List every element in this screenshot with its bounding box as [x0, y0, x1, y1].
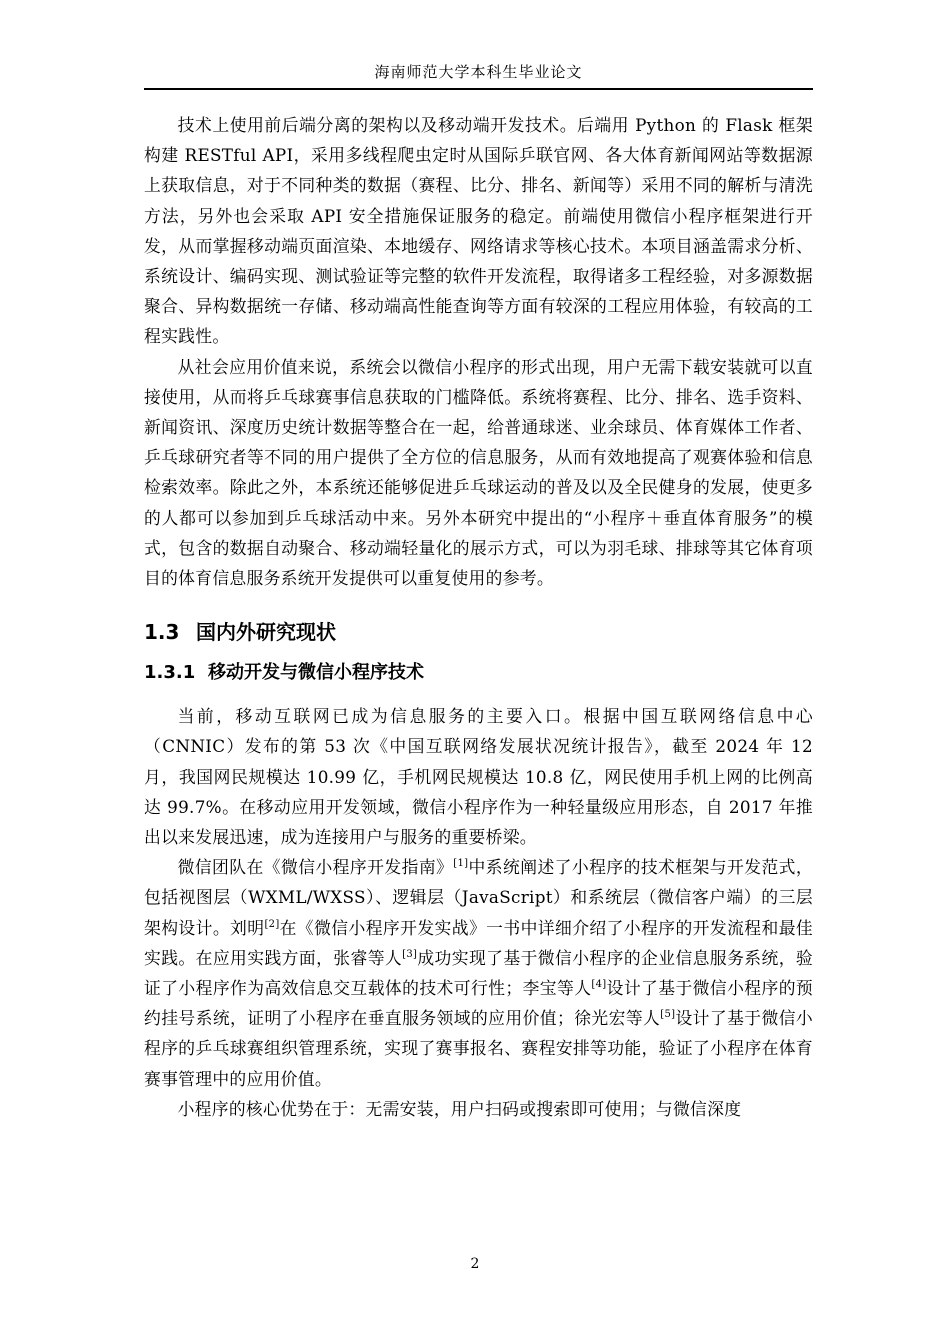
section-heading — [144, 617, 813, 647]
citation-ref[interactable]: [3] — [402, 948, 418, 960]
running-header: 海南师范大学本科生毕业论文 — [374, 63, 583, 81]
section-title: 国内外研究现状 — [196, 620, 336, 645]
citation-ref[interactable]: [4] — [591, 979, 607, 991]
citation-ref[interactable]: [5] — [660, 1009, 676, 1021]
text-segment: 微信团队在《微信小程序开发指南》 — [177, 857, 454, 878]
subsection-heading — [144, 659, 813, 687]
body-paragraph: 当前，移动互联网已成为信息服务的主要入口。根据中国互联网络信息中心（CNNIC）发布的第 53 次《中国互联网络发展状况统计报告》，截至 2024 年 12 月，我国网民规模达 10.99 亿，手机网民规模达 10.8 亿，网民使用手机上网的比例高达 99.7%。在移动应用开发领域，微信小程序作为一种轻量级应用形态，自 2017 年推出以来发展迅速，成为连接用户与服务的重要桥梁。 — [144, 706, 813, 848]
body-paragraph: 从社会应用价值来说，系统会以微信小程序的形式出现，用户无需下载安装就可以直接使用，从而将乒乓球赛事信息获取的门槛降低。系统将赛程、比分、排名、选手资料、新闻资讯、深度历史统计数据等整合在一起，给普通球迷、业余球员、体育媒体工作者、乒乓球研究者等不同的用户提供了全方位的信息服务，从而有效地提高了观赛体验和信息检索效率。除此之外，本系统还能够促进乒乓球运动的普及以及全民健身的发展，使更多的人都可以参加到乒乓球活动中来。另外本研究中提出的“小程序＋垂直体育服务”的模式，包含的数据自动聚合、移动端轻量化的展示方式，可以为羽毛球、排球等其它体育项目的体育信息服务系统开发提供可以重复使用的参考。 — [144, 356, 813, 589]
body-paragraph-with-citations — [144, 852, 813, 1094]
text-segment: 设计了基于微信小程序的预约挂号系统，证明了小程序在垂直服务领域的应用价值；徐光宏等人 — [144, 978, 813, 1029]
body-paragraph: 小程序的核心优势在于：无需安装，用户扫码或搜索即可使用；与微信深度 — [177, 1098, 742, 1119]
citation-ref[interactable]: [2] — [264, 918, 280, 930]
section-number: 1.3 — [144, 620, 180, 645]
text-segment: 在《微信小程序开发实战》一书中详细介绍了小程序的开发流程和最佳实践。在应用实践方面，张睿等人 — [144, 917, 813, 968]
text-segment: 设计了基于微信小程序的乒乓球赛组织管理系统，实现了赛事报名、赛程安排等功能，验证了小程序在体育赛事管理中的应用价值。 — [144, 1008, 813, 1089]
subsection-title: 移动开发与微信小程序技术 — [208, 662, 424, 684]
body-paragraph: 技术上使用前后端分离的架构以及移动端开发技术。后端用 Python 的 Flask 框架构建 RESTful API，采用多线程爬虫定时从国际乒联官网、各大体育新闻网站等数据源上获取信息，对于不同种类的数据（赛程、比分、排名、新闻等）采用不同的解析与清洗方法，另外也会采取 API 安全措施保证服务的稳定。前端使用微信小程序框架进行开发，从而掌握移动端页面渲染、本地缓存、网络请求等核心技术。本项目涵盖需求分析、系统设计、编码实现、测试验证等完整的软件开发流程，取得诸多工程经验，对多源数据聚合、异构数据统一存储、移动端高性能查询等方面有较深的工程应用体验，有较高的工程实践性。 — [144, 115, 813, 347]
citation-ref[interactable]: [1] — [453, 858, 469, 870]
text-segment: 中系统阐述了小程序的技术框架与开发范式，包括视图层（WXML/WXSS）、逻辑层（JavaScript）和系统层（微信客户端）的三层架构设计。刘明 — [144, 857, 813, 938]
page-number: 2 — [470, 1256, 480, 1272]
subsection-number: 1.3.1 — [144, 662, 196, 684]
text-segment: 成功实现了基于微信小程序的企业信息服务系统，验证了小程序作为高效信息交互载体的技术可行性；李宝等人 — [144, 947, 813, 999]
header-divider — [144, 88, 813, 90]
page-body — [144, 110, 813, 1124]
